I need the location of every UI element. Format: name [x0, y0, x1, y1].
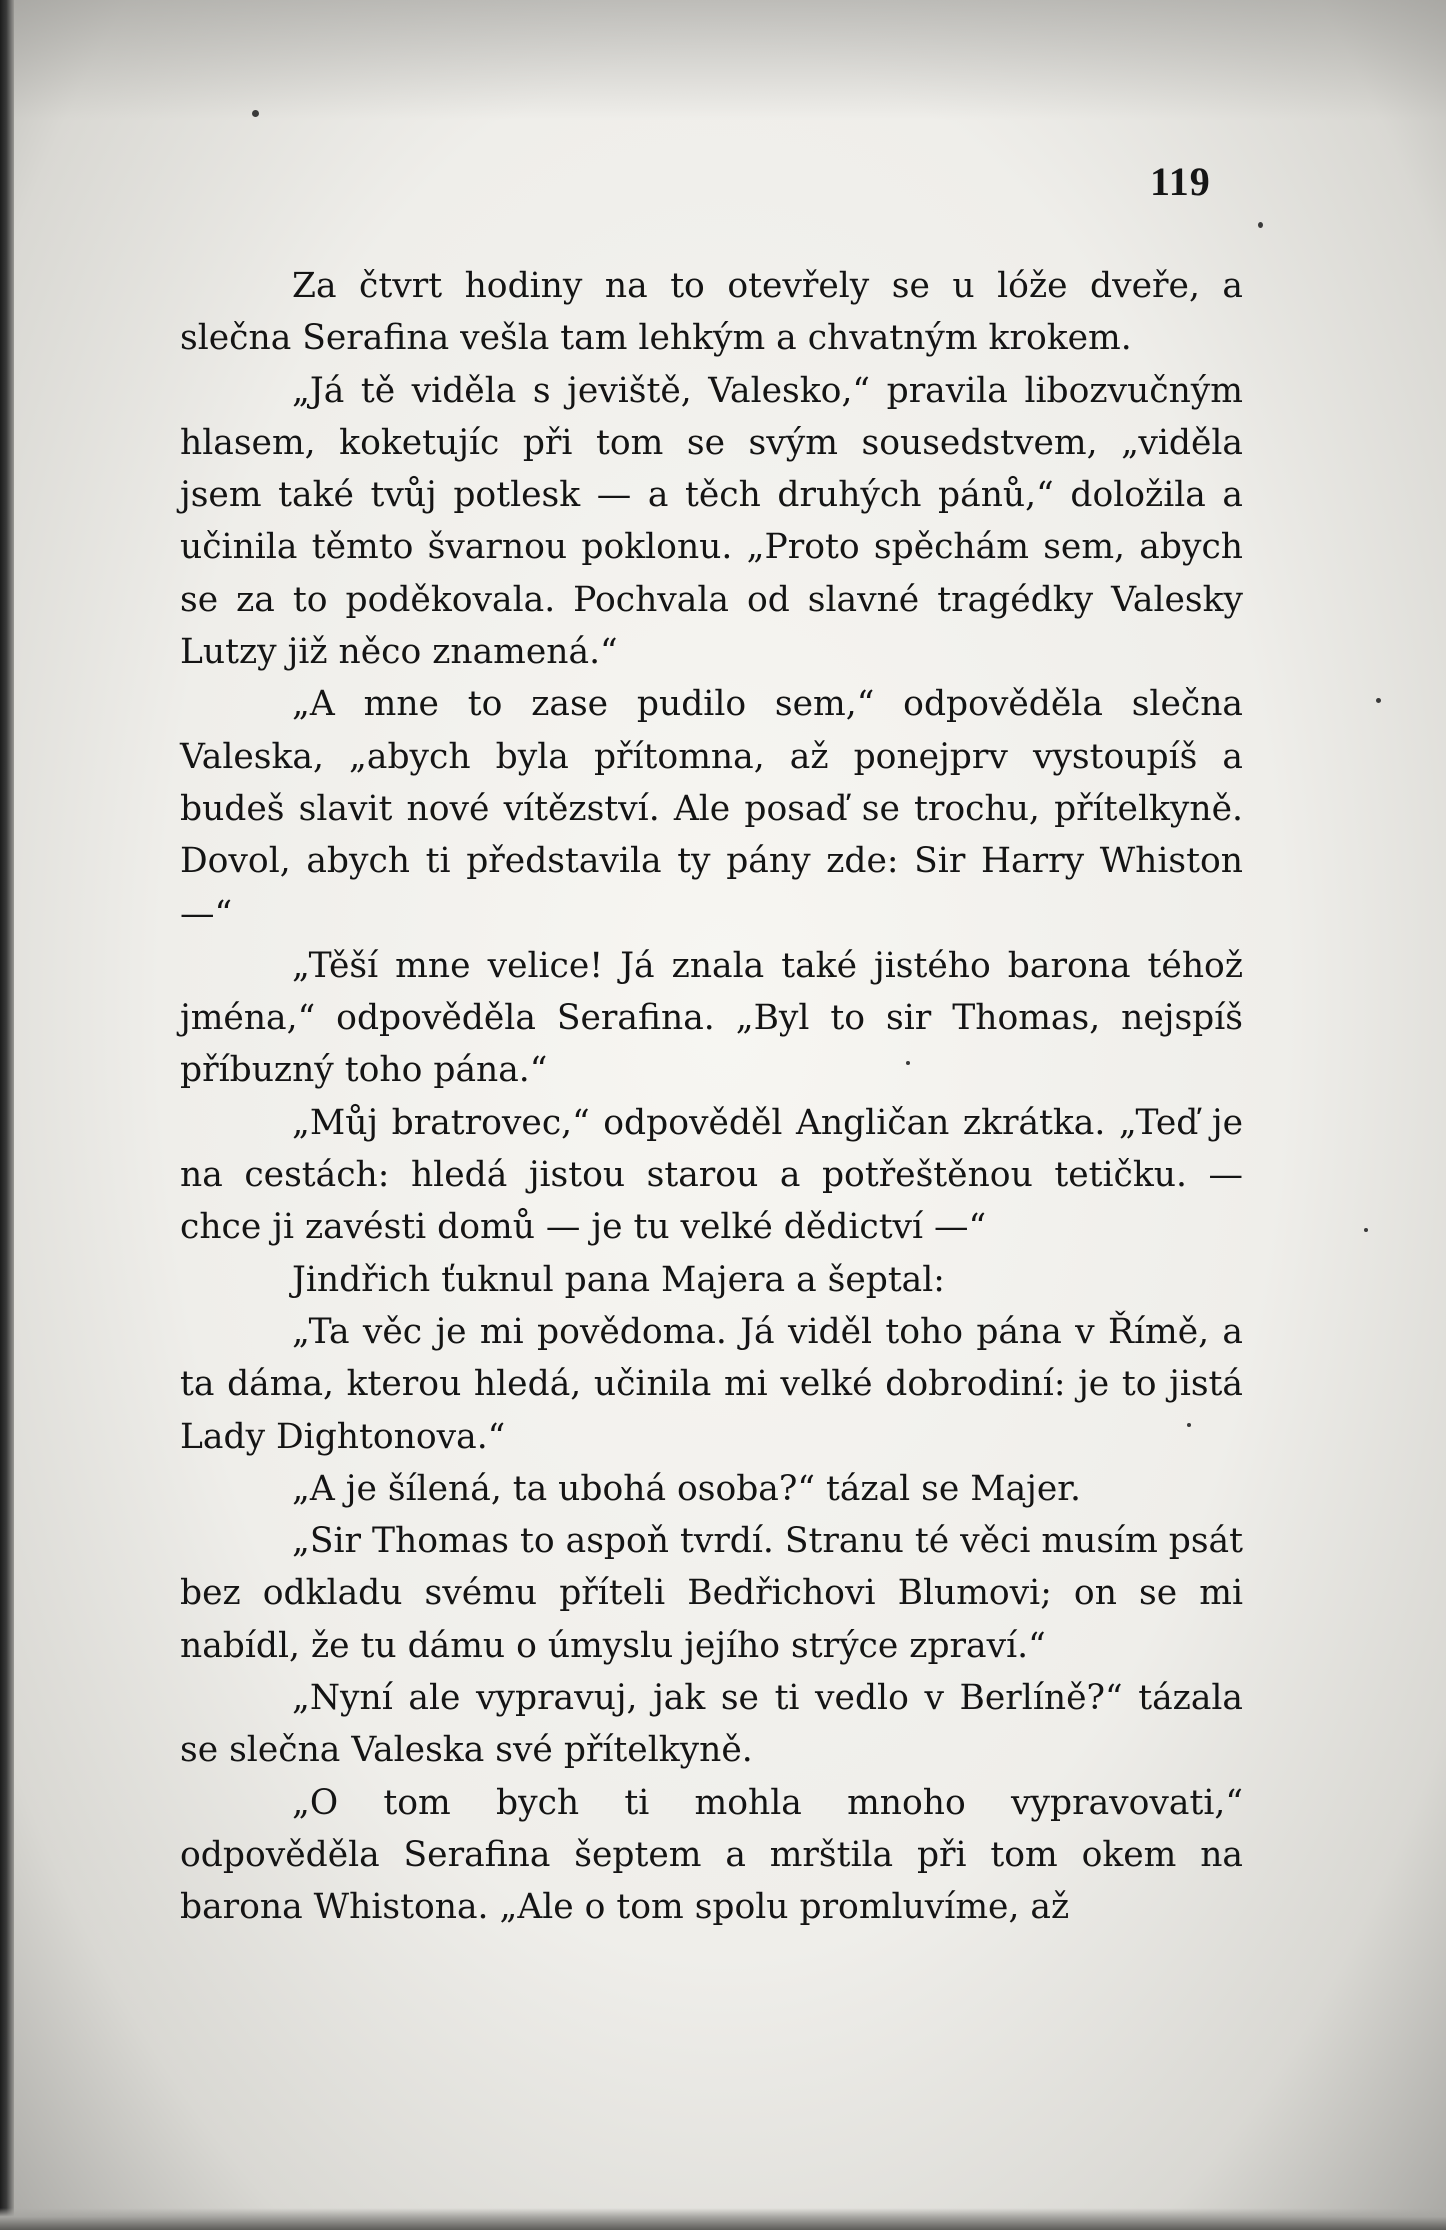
page-number: 119	[1150, 159, 1211, 204]
paragraph: „A je šílená, ta ubohá osoba?“ tázal se Majer.	[292, 1468, 1081, 1509]
binding-edge	[0, 0, 14, 2230]
paragraph: „Nyní ale vypravuj, jak se ti vedlo v Berlíně?“ tázala se slečna Valeska své přítelkyně.	[180, 1678, 1243, 1771]
page-bottom-shadow	[0, 2208, 1446, 2230]
paragraph: „Sir Thomas to aspoň tvrdí. Stranu té věci musím psát bez odkladu svému příteli Bedřichovi Blumovi; on se mi nabídl, že tu dámu o úmyslu jejího strýce zpraví.“	[180, 1521, 1243, 1666]
paragraph: „Těší mne velice! Já znala také jistého barona téhož jména,“ odpověděla Serafina. „Byl to sir Thomas, nejspíš příbuzný toho pána.“	[180, 945, 1243, 1091]
paragraph: „A mne to zase pudilo sem,“ odpověděla slečna Valeska, „abych byla přítomna, až ponejprv vystoupíš a budeš slavit nové vítězství. Ale posaď se trochu, přítelkyně. Dovol, abych ti představila ty pány zde: Sir Harry Whiston —“	[180, 684, 1243, 934]
ink-speck	[1364, 1228, 1368, 1232]
paragraph: Jindřich ťuknul pana Majera a šeptal:	[292, 1259, 945, 1300]
page-top-shadow	[0, 0, 1446, 120]
paragraph: „Ta věc je mi povědoma. Já viděl toho pána v Římě, a ta dáma, kterou hledá, učinila mi velké dobrodiní: je to jistá Lady Dightonova.“	[180, 1311, 1243, 1457]
paragraph: „Já tě viděla s jeviště, Valesko,“ pravila libozvučným hlasem, koketujíc při tom se svým sousedstvem, „viděla jsem také tvůj potlesk — a těch druhých pánů,“ doložila a učinila těmto švarnou poklonu. „Proto spěchám sem, abych se za to poděkovala. Pochvala od slavné tragédky Valesky Lutzy již něco znamená.“	[180, 370, 1243, 673]
body-text	[180, 260, 1243, 1934]
paragraph: „Můj bratrovec,“ odpověděl Angličan zkrátka. „Teď je na cestách: hledá jistou starou a potřeštěnou tetičku. — chce ji zavésti domů — je tu velké dědictví —“	[180, 1102, 1243, 1248]
ink-speck	[252, 110, 259, 117]
ink-speck	[1258, 222, 1263, 228]
paragraph: „O tom bych ti mohla mnoho vypravovati,“ odpověděla Serafina šeptem a mrštila při tom okem na barona Whistona. „Ale o tom spolu promluvíme, až	[180, 1782, 1243, 1928]
ink-speck	[1376, 698, 1381, 703]
paragraph: Za čtvrt hodiny na to otevřely se u lóže dveře, a slečna Serafina vešla tam lehkým a chvatným krokem.	[180, 266, 1243, 359]
